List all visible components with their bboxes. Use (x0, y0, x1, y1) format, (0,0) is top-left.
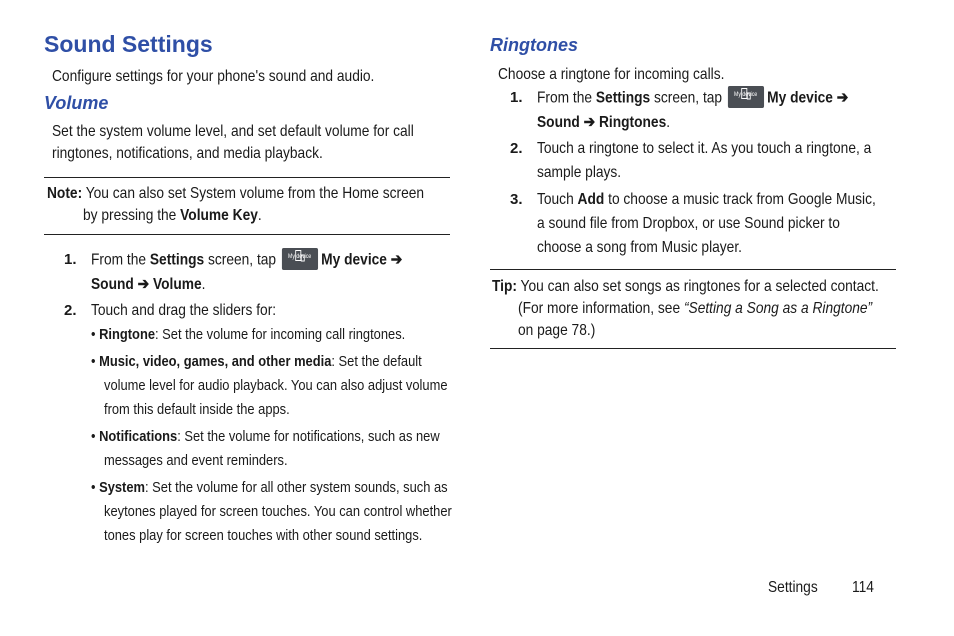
ringtones-step2-number: 2. (510, 140, 523, 157)
my-device-icon[interactable]: My device (728, 86, 764, 108)
bullet-media: • Music, video, games, and other media: Set the default volume level for audio playback. You can also adjust volume from this default inside the apps. (91, 353, 448, 418)
cross-reference-link: “Setting a Song as a Ringtone” (683, 300, 873, 317)
volume-step1: From the Settings screen, tap My device My device ➔ Sound ➔ Volume. (91, 248, 453, 297)
intro-text: Configure settings for your phone's sound and audio. (52, 68, 375, 85)
ringtones-step3-number: 3. (510, 191, 523, 208)
tip-top-rule (490, 269, 896, 270)
ringtones-step2: Touch a ringtone to select it. As you touch a ringtone, a sample plays. (537, 140, 872, 181)
tip-bottom-rule (490, 348, 896, 349)
ringtones-heading: Ringtones (490, 35, 578, 55)
tip-label: Tip: (492, 278, 517, 295)
footer-page-number: 114 (852, 579, 874, 596)
volume-step2-number: 2. (64, 302, 77, 319)
ringtones-step3: Touch Add to choose a music track from Google Music, a sound file from Dropbox, or use Sound picker to choose a song from Music player. (537, 191, 876, 256)
bullet-system: • System: Set the volume for all other system sounds, such as keytones played for screen touches. You can control whether tones play for screen touches with other sound settings. (91, 479, 452, 544)
note-bottom-rule (44, 234, 450, 235)
volume-note: Note: You can also set System volume from the Home screen by pressing the Volume Key. (47, 185, 425, 224)
ringtones-tip: Tip: You can also set songs as ringtones for a selected contact. (For more information, see “Setting a Song as a Ringtone” on page 78.) (492, 278, 879, 339)
footer-section: Settings (768, 579, 818, 596)
volume-step2: Touch and drag the sliders for: (91, 302, 277, 319)
volume-description: Set the system volume level, and set default volume for call ringtones, notifications, and media playback. (52, 123, 414, 162)
ringtones-description: Choose a ringtone for incoming calls. (498, 66, 725, 83)
page-title: Sound Settings (44, 31, 213, 57)
bullet-ringtone: • Ringtone: Set the volume for incoming call ringtones. (91, 326, 406, 343)
bullet-notifications: • Notifications: Set the volume for notifications, such as new messages and event reminders. (91, 428, 440, 469)
volume-heading: Volume (44, 93, 109, 113)
my-device-icon[interactable]: My device (282, 248, 318, 270)
volume-step1-number: 1. (64, 251, 77, 268)
note-label: Note: (47, 185, 83, 202)
ringtones-step1: From the Settings screen, tap My device My device ➔ Sound ➔ Ringtones. (537, 86, 899, 135)
note-top-rule (44, 177, 450, 178)
ringtones-step1-number: 1. (510, 89, 523, 106)
